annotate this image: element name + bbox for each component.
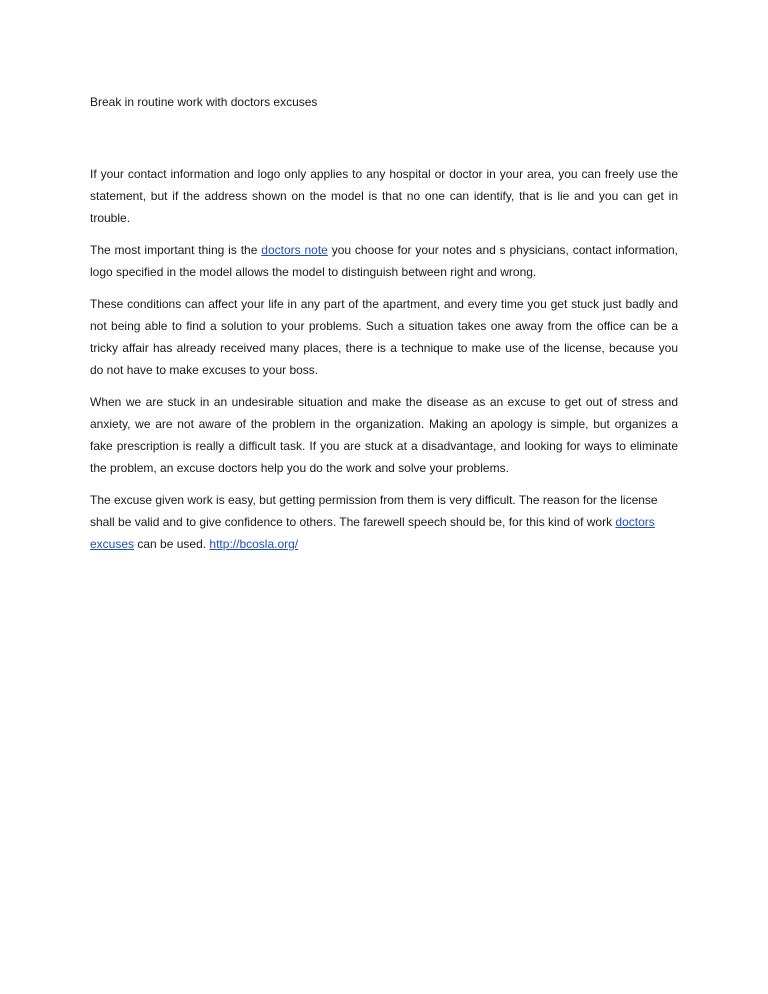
paragraph-2-text-before: The most important thing is the bbox=[90, 243, 262, 257]
doctors-excuses-link[interactable]: doctors excuses bbox=[90, 515, 655, 551]
paragraph-5-text-before: The excuse given work is easy, but getting permission from them is very difficult. The reason for the license shall be valid and to give confidence to others. The farewell speech should be, for this kind of work bbox=[90, 493, 658, 529]
doctors-note-link[interactable]: doctors note bbox=[261, 243, 328, 257]
paragraph-5-text-middle: can be used. bbox=[134, 537, 210, 551]
paragraph-5 bbox=[90, 489, 678, 555]
document-title: Break in routine work with doctors excuses bbox=[90, 95, 318, 109]
paragraph-2 bbox=[90, 239, 678, 283]
document-body bbox=[90, 91, 678, 565]
paragraph-2-text-after: you choose for your notes and s physicians, contact information, logo specified in the model allows the model to distinguish between right and wrong. bbox=[90, 243, 679, 279]
paragraph-4: When we are stuck in an undesirable situation and make the disease as an excuse to get out of stress and anxiety, we are not aware of the problem in the organization. Making an apology is simple, but organizes a fake prescription is really a difficult task. If you are stuck at a disadvantage, and looking for ways to eliminate the problem, an excuse doctors help you do the work and solve your problems. bbox=[90, 395, 678, 475]
paragraph-1: If your contact information and logo only applies to any hospital or doctor in your area, you can freely use the statement, but if the address shown on the model is that no one can identify, that is lie and you can get in trouble. bbox=[90, 167, 678, 225]
paragraph-3: These conditions can affect your life in any part of the apartment, and every time you get stuck just badly and not being able to find a solution to your problems. Such a situation takes one away from the office can be a tricky affair has already received many places, there is a technique to make use of the license, because you do not have to make excuses to your boss. bbox=[90, 297, 678, 377]
bcosla-url-link[interactable]: http://bcosla.org/ bbox=[209, 537, 299, 551]
